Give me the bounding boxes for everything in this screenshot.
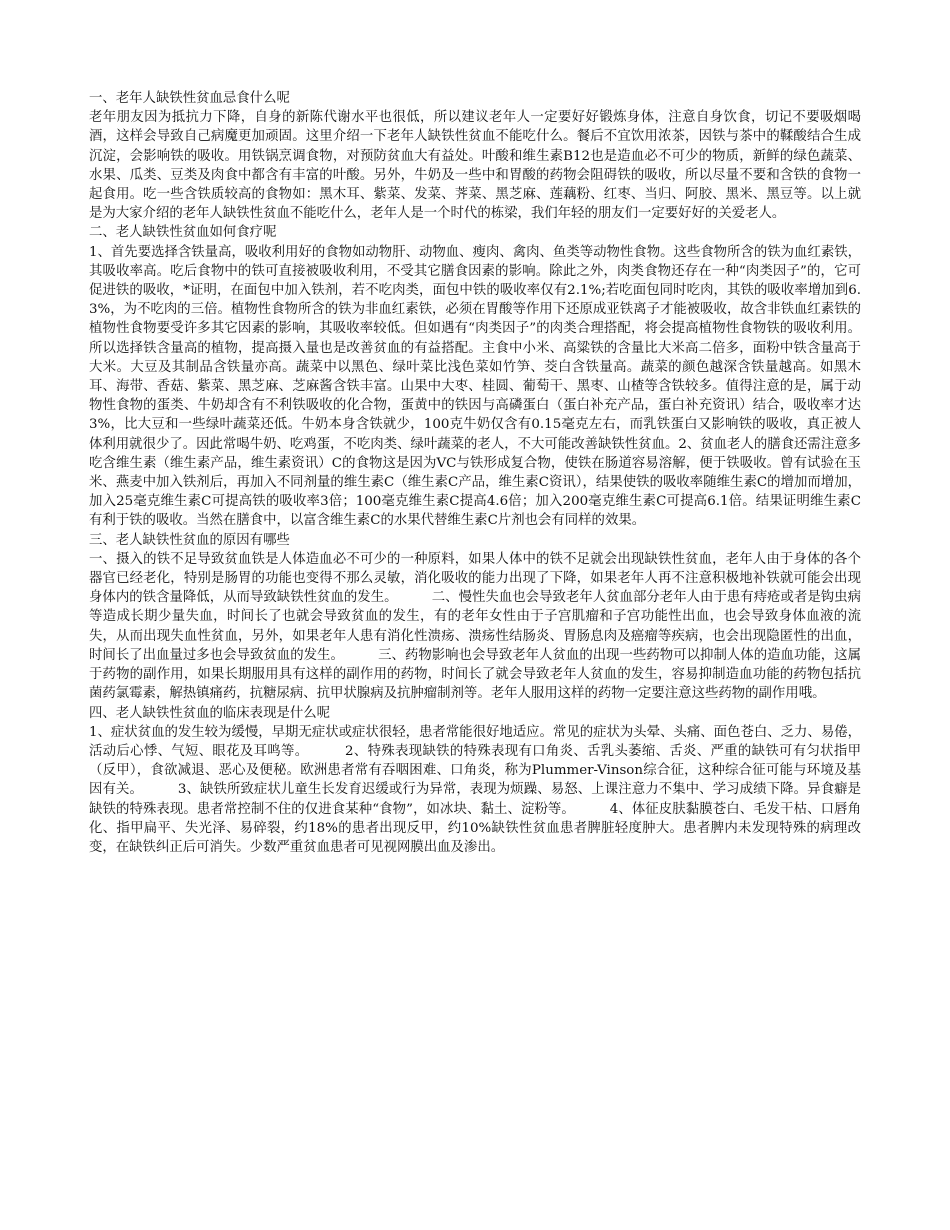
section-heading: 二、老人缺铁性贫血如何食疗呢 xyxy=(89,225,277,241)
section-paragraph: 一、摄入的铁不足导致贫血铁是人体造血必不可少的一种原料，如果人体中的铁不足就会出现缺铁性贫血，老年人由于身体的各个器官已经老化，特别是肠胃的功能也变得不那么灵敏，消化吸收的能力出现了下降，如果老年人再不注意积极地补铁就可能会出现身体内的铁含量降低，从而导致缺铁性贫血的发生。 二、慢性失血也会导致老年人贫血部分老年人由于患有痔疮或者是钩虫病等造成长期少量失血，时间长了也就会导致贫血的发生，有的老年女性由于子宫肌瘤和子宫功能性出血，也会导致身体血液的流失，从而出现失血性贫血，另外，如果老年人患有消化性溃疡、溃疡性结肠炎、胃肠息肉及癌瘤等疾病，也会出现隐匿性的出血，时间长了出血量过多也会导致贫血的发生。 三、药物影响也会导致老年人贫血的出现一些药物可以抑制人体的造血功能，这属于药物的副作用，如果长期服用具有这样的副作用的药物，时间长了就会导致老年人贫血的发生，容易抑制造血功能的药物包括抗菌药氯霉素，解热镇痛药，抗糖尿病、抗甲状腺病及抗肿瘤制剂等。老年人服用这样的药物一定要注意这些药物的副作用哦。 xyxy=(89,551,861,702)
document-body xyxy=(89,89,861,857)
section-2 xyxy=(89,223,861,530)
section-paragraph: 老年朋友因为抵抗力下降，自身的新陈代谢水平也很低，所以建议老年人一定要好好锻炼身体，注意自身饮食，切记不要吸烟喝酒，这样会导致自己病魔更加顽固。这里介绍一下老年人缺铁性贫血不能吃什么。餐后不宜饮用浓茶，因铁与茶中的鞣酸结合生成沉淀，会影响铁的吸收。用铁锅烹调食物，对预防贫血大有益处。叶酸和维生素B12也是造血必不可少的物质，新鲜的绿色蔬菜、水果、瓜类、豆类及肉食中都含有丰富的叶酸。另外，牛奶及一些中和胃酸的药物会阻碍铁的吸收，所以尽量不要和含铁的食物一起食用。吃一些含铁质较高的食物如：黑木耳、紫菜、发菜、荠菜、黑芝麻、莲藕粉、红枣、当归、阿胶、黑米、黑豆等。以上就是为大家介绍的老年人缺铁性贫血不能吃什么，老年人是一个时代的栋梁，我们年轻的朋友们一定要好好的关爱老人。 xyxy=(89,110,861,222)
section-3 xyxy=(89,531,861,704)
section-4 xyxy=(89,704,861,858)
section-paragraph: 1、症状贫血的发生较为缓慢，早期无症状或症状很轻，患者常能很好地适应。常见的症状为头晕、头痛、面色苍白、乏力、易倦，活动后心悸、气短、眼花及耳鸣等。 2、特殊表现缺铁的特殊表现有口角炎、舌乳头萎缩、舌炎、严重的缺铁可有匀状指甲（反甲），食欲减退、恶心及便秘。欧洲患者常有吞咽困难、口角炎，称为Plummer-Vinson综合征，这种综合征可能与环境及基因有关。 3、缺铁所致症状儿童生长发育迟缓或行为异常，表现为烦躁、易怒、上课注意力不集中、学习成绩下降。异食癖是缺铁的特殊表现。患者常控制不住的仅进食某种“食物”，如冰块、黏土、淀粉等。 4、体征皮肤黏膜苍白、毛发干枯、口唇角化、指甲扁平、失光泽、易碎裂，约18%的患者出现反甲，约10%缺铁性贫血患者脾脏轻度肿大。患者脾内未发现特殊的病理改变，在缺铁纠正后可消失。少数严重贫血患者可见视网膜出血及渗出。 xyxy=(89,724,861,855)
section-1 xyxy=(89,89,861,223)
section-heading: 三、老人缺铁性贫血的原因有哪些 xyxy=(89,532,290,548)
section-heading: 一、老年人缺铁性贫血忌食什么呢 xyxy=(89,91,290,106)
section-paragraph: 1、首先要选择含铁量高，吸收利用好的食物如动物肝、动物血、瘦肉、禽肉、鱼类等动物性食物。这些食物所含的铁为血红素铁，其吸收率高。吃后食物中的铁可直接被吸收利用，不受其它膳食因素的影响。除此之外，肉类食物还存在一种“肉类因子”的，它可促进铁的吸收，*证明，在面包中加入铁剂，若不吃肉类，面包中铁的吸收率仅有2.1%;若吃面包同时吃肉，其铁的吸收率增加到6.3%，为不吃肉的三倍。植物性食物所含的铁为非血红素铁，必须在胃酸等作用下还原成亚铁离子才能被吸收，故含非铁血红素铁的植物性食物要受许多其它因素的影响，其吸收率较低。但如遇有“肉类因子”的肉类合理搭配，将会提高植物性食物铁的吸收利用。所以选择铁含量高的植物，提高摄入量也是改善贫血的有益搭配。主食中小米、高粱铁的含量比大米高二倍多，面粉中铁含量高于大米。大豆及其制品含铁量亦高。蔬菜中以黑色、绿叶菜比浅色菜如竹笋、茭白含铁量高。蔬菜的颜色越深含铁量越高。如黑木耳、海带、香菇、紫菜、黑芝麻、芝麻酱含铁丰富。山果中大枣、桂圆、葡萄干、黑枣、山楂等含铁较多。值得注意的是，属于动物性食物的蛋类、牛奶却含有不利铁吸收的化合物，蛋黄中的铁因与高磷蛋白（蛋白补充产品，蛋白补充资讯）结合，吸收率才达3%，比大豆和一些绿叶蔬菜还低。牛奶本身含铁就少，100克牛奶仅含有0.15毫克左右，而乳铁蛋白又影响铁的吸收，真正被人体利用就很少了。因此常喝牛奶、吃鸡蛋，不吃肉类、绿叶蔬菜的老人，不大可能改善缺铁性贫血。2、贫血老人的膳食还需注意多吃含维生素（维生素产品，维生素资讯）C的食物这是因为VC与铁形成复合物，使铁在肠道容易溶解，便于铁吸收。曾有试验在玉米、燕麦中加入铁剂后，再加入不同剂量的维生素C（维生素C产品，维生素C资讯），结果使铁的吸收率随维生素C的增加而增加，加入25毫克维生素C可提高铁的吸收率3倍；100毫克维生素C提高4.6倍；加入200毫克维生素C可提高6.1倍。结果证明维生素C有利于铁的吸收。当然在膳食中，以富含维生素C的水果代替维生素C片剂也会有同样的效果。 xyxy=(89,244,861,529)
section-heading: 四、老人缺铁性贫血的临床表现是什么呢 xyxy=(89,705,331,721)
